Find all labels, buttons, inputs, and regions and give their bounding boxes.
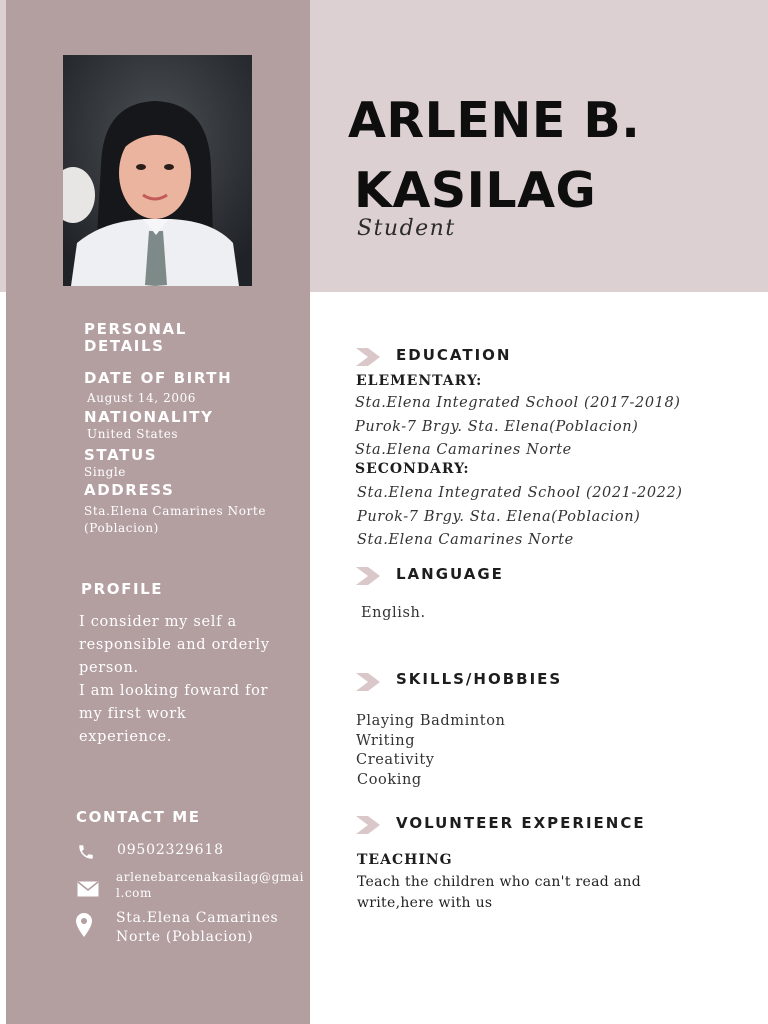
language-heading: LANGUAGE	[396, 565, 504, 583]
elementary-line: Sta.Elena Camarines Norte	[355, 442, 572, 458]
profile-line: person.	[79, 660, 139, 676]
dob-label: DATE OF BIRTH	[84, 369, 233, 387]
envelope-icon	[77, 881, 99, 897]
address-label: ADDRESS	[84, 481, 175, 499]
skills-heading: SKILLS/HOBBIES	[396, 670, 563, 688]
phone-icon	[77, 843, 95, 861]
education-heading: EDUCATION	[396, 346, 512, 364]
contact-heading: CONTACT ME	[76, 808, 201, 826]
chevron-icon	[356, 673, 380, 691]
job-title: Student	[357, 216, 456, 241]
elementary-details	[355, 392, 681, 463]
email-line-1: arlenebarcenakasilag@gmai	[116, 870, 305, 884]
contact-phone[interactable]: 09502329618	[117, 842, 224, 858]
volunteer-heading: VOLUNTEER EXPERIENCE	[396, 814, 646, 832]
nationality-label: NATIONALITY	[84, 408, 214, 426]
contact-address	[116, 909, 278, 947]
volunteer-line-2: write,here with us	[357, 895, 493, 911]
secondary-label: SECONDARY:	[355, 461, 470, 477]
name-line-1: ARLENE B.	[348, 92, 641, 149]
address-value	[84, 503, 266, 537]
skills-list	[356, 712, 506, 790]
chevron-icon	[356, 567, 380, 585]
volunteer-role: TEACHING	[357, 852, 453, 868]
dob-value: August 14, 2006	[87, 391, 197, 405]
elementary-line: Purok-7 Brgy. Sta. Elena(Poblacion)	[355, 418, 639, 435]
profile-line: responsible and orderly	[79, 637, 270, 653]
chevron-icon	[356, 816, 380, 834]
status-label: STATUS	[84, 446, 158, 464]
elementary-line: Sta.Elena Integrated School (2017-2018)	[355, 395, 681, 411]
language-value: English.	[361, 605, 426, 621]
status-value: Single	[84, 465, 127, 479]
chevron-icon	[356, 348, 380, 366]
secondary-line: Sta.Elena Integrated School (2021-2022)	[357, 485, 683, 501]
skill-item: Cooking	[357, 771, 422, 788]
personal-heading-line-1: PERSONAL	[84, 320, 187, 338]
skill-item: Creativity	[356, 752, 435, 768]
profile-line: experience.	[79, 729, 173, 745]
profile-photo	[63, 55, 252, 286]
elementary-label: ELEMENTARY:	[356, 373, 483, 389]
skill-item: Playing Badminton	[356, 713, 506, 729]
address-line-1: Sta.Elena Camarines Norte	[84, 504, 267, 518]
contact-email[interactable]	[116, 869, 304, 901]
volunteer-description	[357, 872, 641, 914]
location-pin-icon	[76, 913, 92, 937]
personal-heading-line-2: DETAILS	[84, 337, 165, 355]
email-line-2: l.com	[116, 886, 152, 900]
volunteer-line-1: Teach the children who can't read and	[357, 874, 641, 890]
secondary-line: Sta.Elena Camarines Norte	[357, 532, 574, 548]
contact-address-line-1: Sta.Elena Camarines	[116, 910, 279, 926]
personal-details-heading	[84, 321, 187, 355]
secondary-line: Purok-7 Brgy. Sta. Elena(Poblacion)	[357, 508, 641, 525]
name-line-2: KASILAG	[354, 162, 597, 219]
address-line-2: (Poblacion)	[84, 521, 159, 535]
profile-text	[79, 611, 270, 749]
profile-line: I consider my self a	[79, 614, 237, 630]
profile-heading: PROFILE	[81, 580, 164, 598]
contact-address-line-2: Norte (Poblacion)	[116, 929, 254, 945]
profile-line: my first work	[79, 706, 187, 722]
profile-line: I am looking foward for	[79, 683, 269, 699]
skill-item: Writing	[356, 732, 416, 749]
secondary-details	[357, 482, 683, 553]
nationality-value: United States	[87, 427, 179, 441]
full-name	[348, 86, 640, 226]
